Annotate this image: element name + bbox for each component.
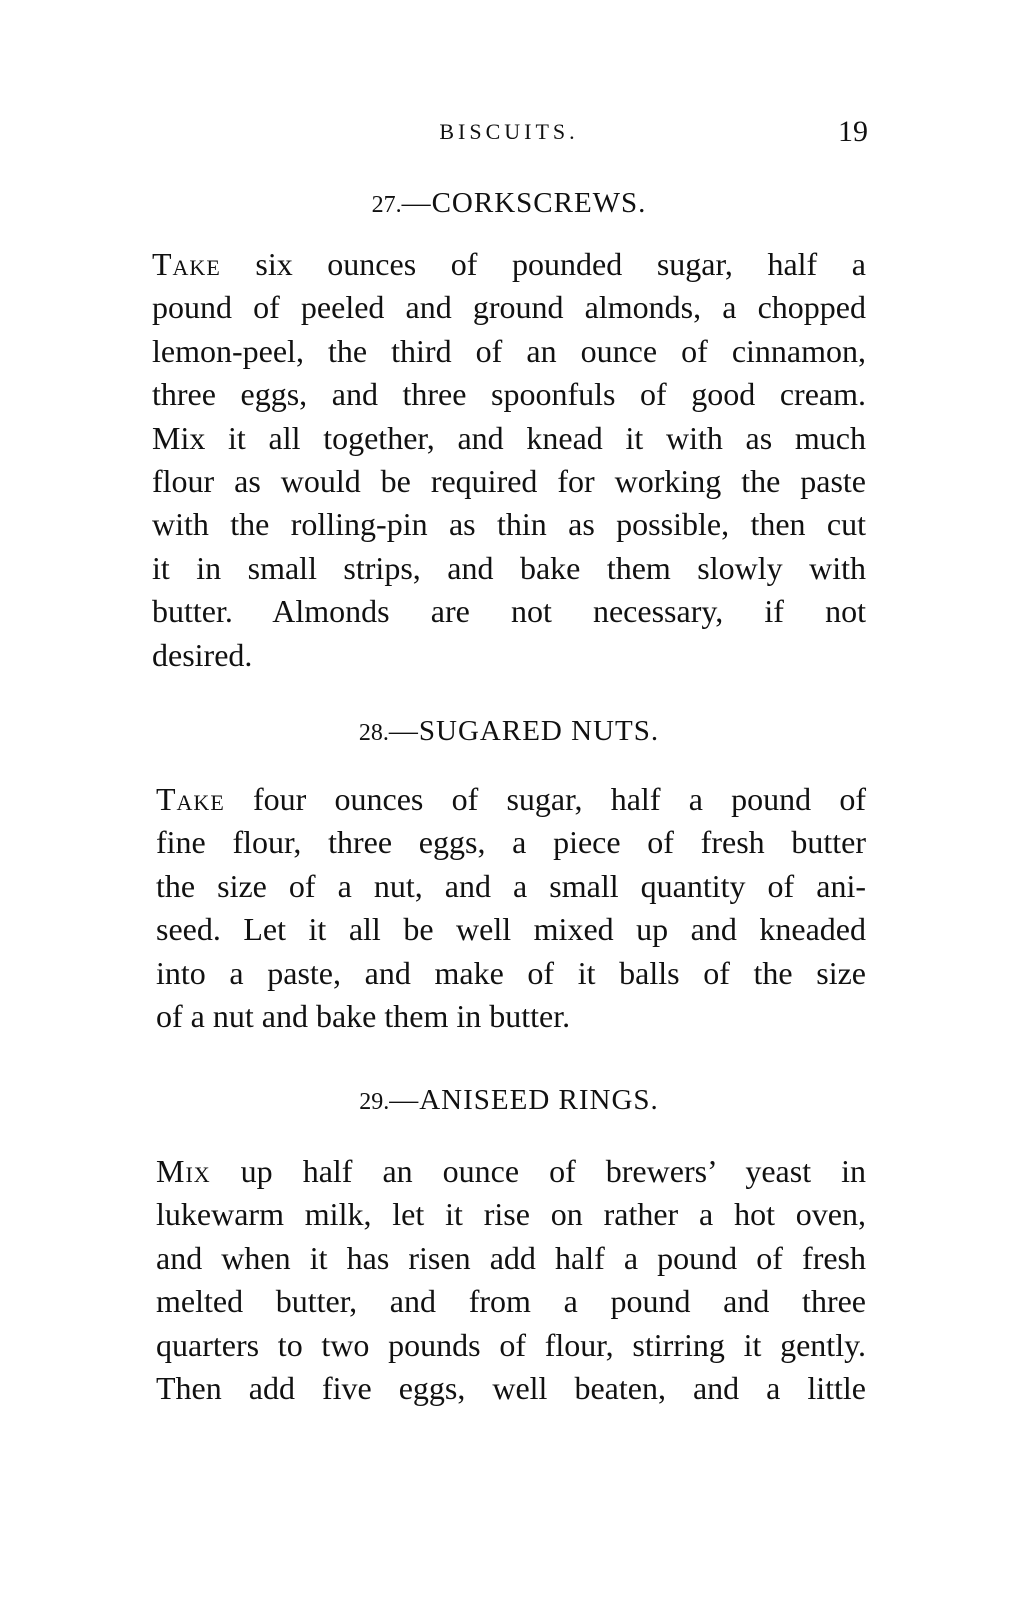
recipe-line: pound of peeled and ground almonds, a chopped (152, 289, 866, 326)
recipe-line: lemon-peel, the third of an ounce of cinnamon, (152, 332, 866, 369)
recipe-line: three eggs, and three spoonfuls of good cream. (152, 376, 866, 413)
recipe-body (156, 778, 866, 1038)
recipe-heading (150, 711, 868, 753)
recipe-line: desired. (152, 636, 253, 673)
recipe-line: Then add five eggs, well beaten, and a little (156, 1369, 866, 1406)
recipe-line: melted butter, and from a pound and three (156, 1283, 866, 1320)
recipe-line: fine flour, three eggs, a piece of fresh butter (156, 824, 866, 861)
recipe-heading (150, 1080, 868, 1122)
lead-word: Take (156, 781, 225, 817)
recipe-line: Mix it all together, and knead it with as much (152, 419, 866, 456)
recipe-line: it in small strips, and bake them slowly with (152, 549, 866, 586)
recipe-line: into a paste, and make of it balls of the size (156, 954, 866, 991)
recipe-line: Mix up half an ounce of brewers’ yeast in (156, 1153, 866, 1189)
recipe-body (156, 1150, 866, 1410)
recipe-number: 29. (359, 1089, 390, 1115)
recipe-line: flour as would be required for working the paste (152, 462, 866, 499)
recipe-line: quarters to two pounds of flour, stirring it gently. (156, 1326, 866, 1363)
recipe-number: 28. (358, 720, 389, 746)
recipe-title: —ANISEED RINGS. (389, 1084, 659, 1116)
recipe-line: lukewarm milk, let it rise on rather a hot oven, (156, 1196, 866, 1233)
recipe-line: Take four ounces of sugar, half a pound of (156, 781, 866, 817)
lead-word: Mix (156, 1153, 211, 1189)
lead-word: Take (152, 246, 221, 282)
recipe-number: 27. (371, 192, 402, 218)
running-head (150, 112, 868, 152)
recipe-line: of a nut and bake them in butter. (156, 997, 571, 1034)
recipe-body (152, 243, 866, 677)
recipe-line: with the rolling-pin as thin as possible, then cut (152, 506, 866, 543)
recipe-line: the size of a nut, and a small quantity of ani- (156, 867, 866, 904)
recipe-line: butter. Almonds are not necessary, if not (152, 593, 866, 630)
running-title: BISCUITS. (439, 119, 579, 144)
recipe-line: and when it has risen add half a pound of fresh (156, 1239, 866, 1276)
recipe-title: —CORKSCREWS. (401, 187, 647, 219)
recipe-heading (150, 183, 868, 225)
recipe-line: Take six ounces of pounded sugar, half a (152, 246, 866, 282)
page-number: 19 (838, 115, 868, 148)
recipe-line: seed. Let it all be well mixed up and kneaded (156, 911, 866, 948)
recipe-title: —SUGARED NUTS. (388, 715, 660, 747)
